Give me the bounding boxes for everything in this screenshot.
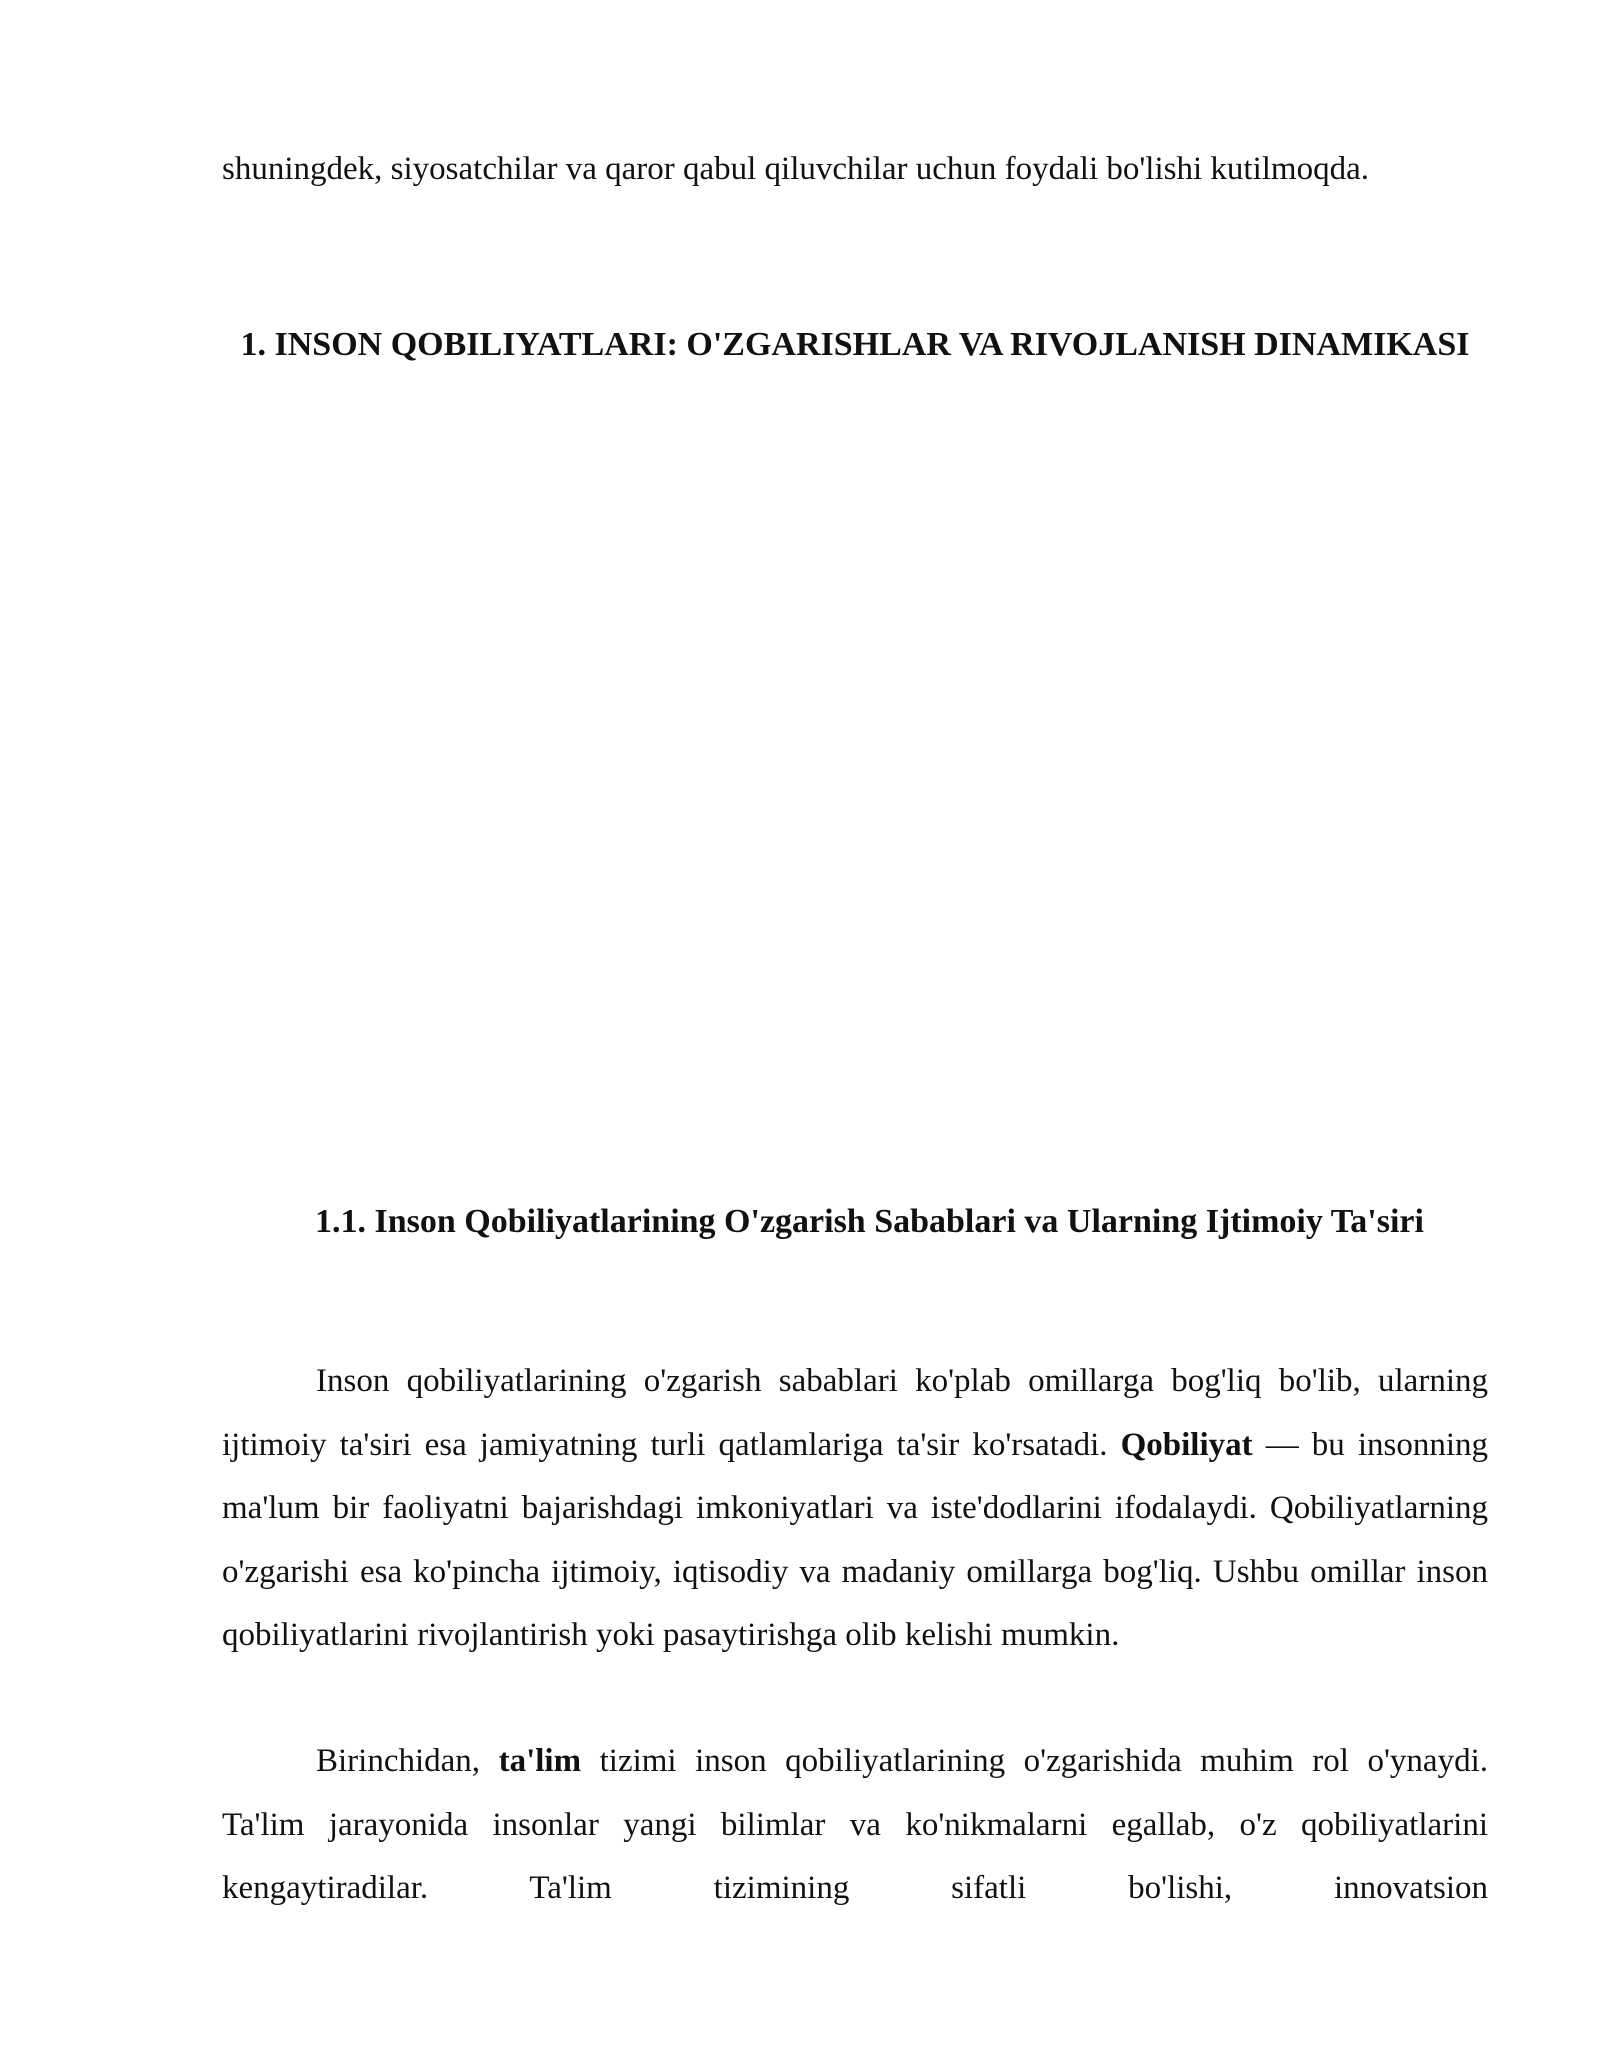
intro-paragraph <box>222 138 1488 202</box>
paragraph-2-text-end: tizimi inson qobiliyatlarining o'zgarishida muhim rol o'ynaydi. Ta'lim jarayonida insonlar yangi bilimlar va ko'nikmalarni egallab, o'z qobiliyatlarini kengaytiradilar. Ta'lim tizimining sifatli bo'lishi, innovatsion <box>222 1743 1488 1906</box>
paragraph-1-bold-term: Qobiliyat <box>1120 1426 1253 1463</box>
intro-text: shuningdek, siyosatchilar va qaror qabul qiluvchilar uchun foydali bo'lishi kutilmoqda. <box>222 151 1369 187</box>
paragraph-1-text-end: — bu insonning ma'lum bir faoliyatni bajarishdagi imkoniyatlari va iste'dodlarini ifodalaydi. Qobiliyatlarning o'zgarishi esa ko'pincha ijtimoiy, iqtisodiy va madaniy omillarga bog'liq. Ushbu omillar inson qobiliyatlarini rivojlantirish yoki pasaytirishga olib kelishi mumkin. <box>222 1426 1489 1653</box>
body-paragraph-1 <box>222 1350 1488 1668</box>
paragraph-2-text-start: Birinchidan, <box>316 1743 499 1779</box>
body-paragraph-2 <box>222 1730 1488 1921</box>
paragraph-2-bold-term: ta'lim <box>498 1743 582 1779</box>
section-heading: 1. INSON QOBILIYATLARI: O'ZGARISHLAR VA RIVOJLANISH DINAMIKASI <box>240 326 1470 363</box>
paragraph-1-text-start: Inson qobiliyatlarining o'zgarish sabablari ko'plab omillarga bog'liq bo'lib, ularning ijtimoiy ta'siri esa jamiyatning turli qatlamlariga ta'sir ko'rsatadi. <box>222 1363 1488 1463</box>
subsection-heading: 1.1. Inson Qobiliyatlarining O'zgarish Sabablari va Ularning Ijtimoiy Ta'siri <box>315 1203 1424 1240</box>
